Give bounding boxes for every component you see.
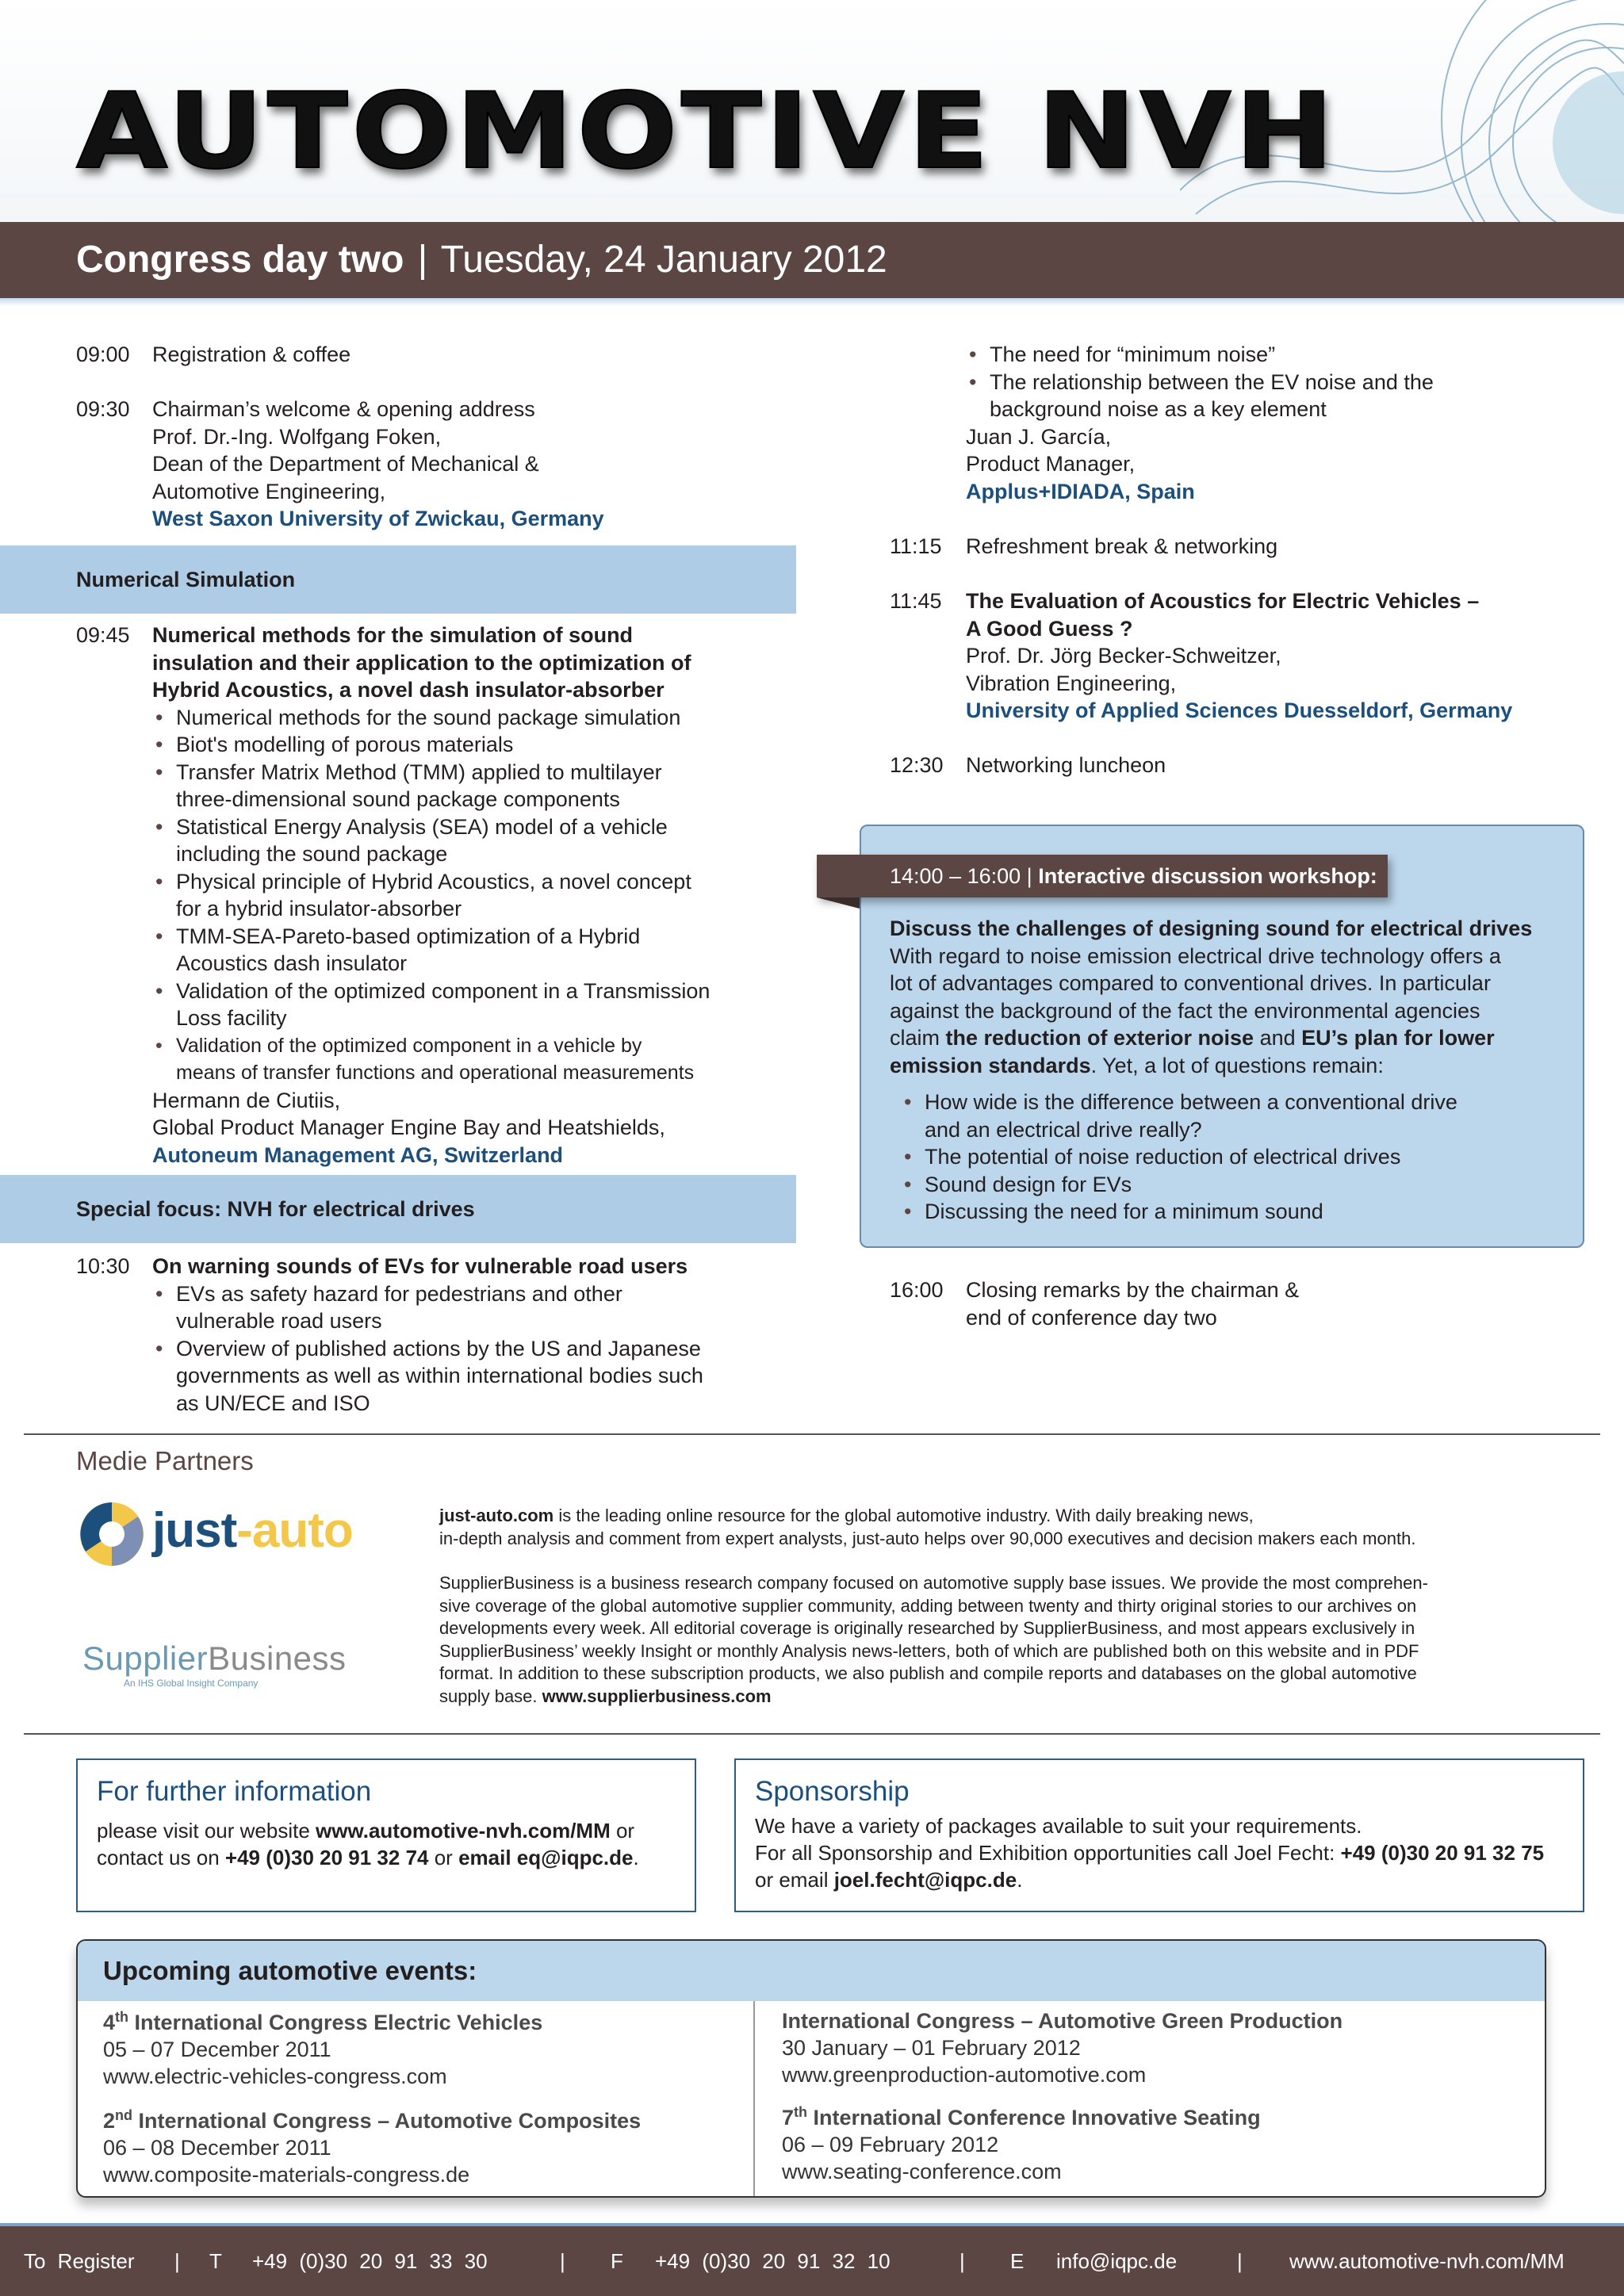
event-link[interactable]: www.seating-conference.com — [782, 2160, 1062, 2183]
workshop-tab: 14:00 – 16:00 | Interactive discussion workshop: — [817, 855, 1388, 897]
sponsorship-title: Sponsorship — [755, 1776, 910, 1807]
event-link[interactable]: www.electric-vehicles-congress.com — [103, 2064, 447, 2088]
sponsorship-email-link[interactable]: joel.fecht@iqpc.de — [833, 1868, 1017, 1892]
email-label: E — [1010, 2249, 1025, 2273]
footer-bar: To Register | T +49 (0)30 20 91 33 30 | F +49 (0)30 20 91 32 10 | E info@iqpc.de | www.automotive-nvh.com/MM — [0, 2226, 1624, 2296]
bullet-list — [152, 1280, 703, 1418]
website-link[interactable]: www.automotive-nvh.com/MM — [316, 1819, 611, 1843]
event-link[interactable]: www.composite-materials-congress.de — [103, 2163, 470, 2187]
sponsorship-phone[interactable]: +49 (0)30 20 91 32 75 — [1340, 1841, 1545, 1865]
list-item: • The relationship between the EV noise and the background noise as a key element — [966, 369, 1434, 423]
day-bar — [0, 222, 1624, 298]
list-item: • Sound design for EVs — [901, 1171, 1572, 1199]
list-item: • TMM-SEA-Pareto-based optimization of a Hybrid Acoustics dash insulator — [152, 923, 710, 978]
just-auto-logo-text: just-auto — [152, 1503, 353, 1558]
phone-number[interactable]: +49 (0)30 20 91 32 74 — [224, 1846, 429, 1869]
section-header: Numerical Simulation — [0, 545, 796, 614]
email-link[interactable]: email eq@iqpc.de — [458, 1846, 634, 1869]
page-title: Congress day two | Tuesday, 24 January 2012 — [76, 239, 887, 281]
just-auto-logo[interactable] — [76, 1498, 362, 1570]
list-item: • Transfer Matrix Method (TMM) applied to multilayer three-dimensional sound package components — [152, 759, 710, 813]
footer-email[interactable]: info@iqpc.de — [1056, 2249, 1178, 2273]
list-item: • EVs as safety hazard for pedestrians and other vulnerable road users — [152, 1280, 703, 1335]
divider — [24, 1733, 1600, 1735]
sponsorship-box: Sponsorship We have a variety of packages available to suit your requirements. For all Sponsorship and Exhibition opportunities call Joel Fecht: +49 (0)30 20 91 32 75 or email joel.fecht@iqpc.de. — [734, 1758, 1584, 1912]
list-item: • How wide is the difference between a conventional drive and an electrical drive really? — [901, 1089, 1572, 1143]
divider — [753, 2001, 755, 2198]
list-item: • The potential of noise reduction of electrical drives — [901, 1143, 1572, 1171]
supplierbusiness-description: SupplierBusiness is a business research company focused on automotive supply base issues. We provide the most comprehen- sive coverage of the global automotive supplier community, adding between twenty and thirty original stories to our archives on developments every week. All editorial coverage is originally researched by SupplierBusiness, and most appears exclusively in SupplierBusiness’ weekly Insight or monthly Analysis news-letters, both of which are published both on this website and in PDF format. In addition to these subscription products, we also publish and compile reports and databases on the global automotive supply base. www.supplierbusiness.com — [439, 1573, 1428, 1706]
upcoming-events-header: Upcoming automotive events: — [78, 1941, 1545, 2001]
header — [0, 0, 1624, 222]
further-information-title: For further information — [97, 1776, 372, 1807]
list-item: • Overview of published actions by the US and Japanese governments as well as within international bodies such as UN/ECE and ISO — [152, 1335, 703, 1418]
divider — [0, 298, 1624, 306]
just-auto-description: just-auto.com is the leading online resource for the global automotive industry. With daily breaking news, in-depth analysis and comment from expert analysts, just-auto helps over 90,000 executives and decision makers each month. — [439, 1506, 1416, 1548]
just-auto-logo-icon — [76, 1498, 147, 1570]
phone-label: T — [209, 2249, 222, 2273]
workshop-description: Discuss the challenges of designing sound for electrical drives With regard to noise emission electrical drive technology offers a lot of advantages compared to conventional drives. In particular against the background of the fact the environmental agencies claim the reduction of exterior noise and EU’s plan for lower emission standards. Yet, a lot of questions remain: • How wide is the difference between a conventional drive and an electrical drive really? • The potential of noise reduction of electrical drives • Sound design for EVs • Discussing the need for a minimum sound — [890, 915, 1572, 1226]
partners-title: Medie Partners — [76, 1446, 254, 1475]
section-header: Special focus: NVH for electrical drives — [0, 1175, 796, 1243]
logo-title: AUTOMOTIVE NVH — [76, 71, 1338, 193]
footer-fax: +49 (0)30 20 91 32 10 — [655, 2249, 891, 2273]
footer-website-link[interactable]: www.automotive-nvh.com/MM — [1289, 2249, 1565, 2273]
bullet-list — [901, 1089, 1572, 1226]
bullet-list — [966, 341, 1434, 423]
upcoming-events-box — [76, 1939, 1546, 2198]
register-label: To Register — [24, 2249, 135, 2273]
workshop-tab-fold — [817, 897, 860, 909]
event-item: 4th International Congress Electric Vehicles 05 – 07 December 2011 www.electric-vehicles-congress.com — [103, 2009, 543, 2088]
event-item: 2nd International Congress – Automotive Composites 06 – 08 December 2011 www.composite-materials-congress.de — [103, 2107, 642, 2187]
list-item: • Discussing the need for a minimum sound — [901, 1198, 1572, 1226]
event-item: 7th International Conference Innovative Seating 06 – 09 February 2012 www.seating-conference.com — [782, 2104, 1261, 2183]
divider — [24, 1433, 1600, 1435]
event-item: International Congress – Automotive Green Production 30 January – 01 February 2012 www.greenproduction-automotive.com — [782, 2009, 1343, 2087]
list-item: • Validation of the optimized component in a vehicle by means of transfer functions and operational measurements — [152, 1032, 710, 1087]
list-item: • Statistical Energy Analysis (SEA) model of a vehicle including the sound package — [152, 813, 710, 868]
supplierbusiness-logo[interactable]: SupplierBusiness An IHS Global Insight Company — [82, 1640, 347, 1689]
list-item: • Numerical methods for the sound package simulation — [152, 704, 710, 732]
bullet-list — [152, 704, 710, 1087]
supplierbusiness-link[interactable]: www.supplierbusiness.com — [542, 1686, 772, 1706]
further-information-box: For further information please visit our website www.automotive-nvh.com/MM or contact us on +49 (0)30 20 91 32 74 or email eq@iqpc.de. — [76, 1758, 696, 1912]
list-item: • Validation of the optimized component in a Transmission Loss facility — [152, 978, 710, 1032]
event-link[interactable]: www.greenproduction-automotive.com — [782, 2063, 1147, 2087]
footer-phone[interactable]: +49 (0)30 20 91 33 30 — [252, 2249, 488, 2273]
fax-label: F — [611, 2249, 623, 2273]
list-item: • Physical principle of Hybrid Acoustics, a novel concept for a hybrid insulator-absorber — [152, 868, 710, 923]
list-item: • The need for “minimum noise” — [966, 341, 1434, 369]
list-item: • Biot's modelling of porous materials — [152, 731, 710, 759]
